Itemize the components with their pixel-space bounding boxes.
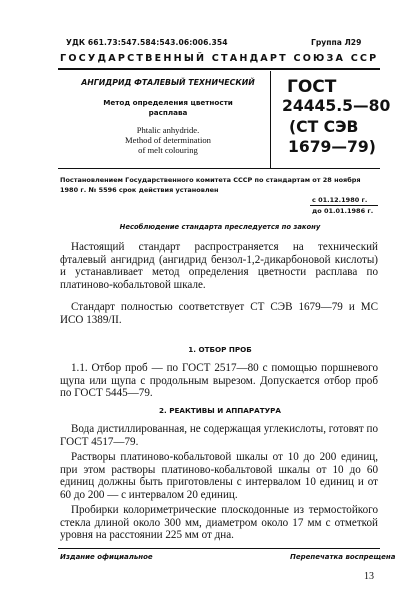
- title-en-line1: Phtalic anhydride.: [136, 125, 200, 135]
- effective-from: с 01.12.1980 г.: [312, 196, 368, 204]
- section-heading-sampling: 1. ОТБОР ПРОБ: [188, 345, 252, 354]
- sampling-paragraph: 1.1. Отбор проб — по ГОСТ 2517—80 с помощью поршневого щупа или щупа с продольным вырезом. Допускается отбор проб по ГОСТ 5445—79.: [60, 362, 378, 400]
- title-divider: [270, 71, 271, 168]
- state-standard-heading: ГОСУДАРСТВЕННЫЙ СТАНДАРТ СОЮЗА ССР: [60, 53, 379, 64]
- reprint-prohibited-label: Перепечатка воспрещена: [290, 553, 396, 561]
- scale-solutions-paragraph: Растворы платиново-кобальтовой шкалы от 10 до 200 единиц, при этом растворы платиново-кобальтовой шкалы от 10 до 60 единиц должны быть приготовлены с интервалом 10 единиц и от 60 до 200 — с интервалом 20 единиц.: [60, 451, 378, 501]
- subtitle-ru-line2: расплава: [148, 108, 188, 117]
- subtitle-ru-line1: Метод определения цветности: [103, 98, 233, 107]
- st-sev-line2: 1679—79): [288, 138, 376, 156]
- header-rule: [58, 68, 380, 70]
- water-paragraph: Вода дистиллированная, не содержащая углекислоты, готовят по ГОСТ 4517—79.: [60, 423, 378, 448]
- decree-line2: 1980 г. № 5596 срок действия установлен: [60, 186, 219, 194]
- title-en-line2: Method of determination: [125, 135, 211, 145]
- decree-line1: Постановлением Государственного комитета СССР по стандартам от 28 ноября: [60, 176, 361, 184]
- intro-paragraph: Настоящий стандарт распространяется на технический фталевый ангидрид (ангидрид бензол-1,2-дикарбоновой кислоты) и устанавливает метод определения цветности расплава по платиново-кобальтовой шкале.: [60, 241, 378, 291]
- title-en-line3: of melt colouring: [138, 145, 198, 155]
- section-heading-reagents: 2. РЕАКТИВЫ И АППАРАТУРА: [159, 406, 281, 415]
- footer-rule: [58, 548, 380, 549]
- effective-to: до 01.01.1986 г.: [312, 207, 374, 215]
- title-block-rule: [58, 168, 380, 169]
- udk-code: УДК 661.73:547.584:543.06:006.354: [66, 38, 228, 47]
- gost-number: 24445.5—80: [282, 97, 391, 115]
- official-edition-label: Издание официальное: [60, 553, 153, 561]
- effective-rule: [310, 205, 378, 206]
- gost-label: ГОСТ: [287, 77, 337, 97]
- compliance-paragraph: Стандарт полностью соответствует СТ СЭВ 1679—79 и МС ИСО 1389/II.: [60, 301, 378, 326]
- st-sev-line1: (СТ СЭВ: [289, 118, 359, 136]
- page-number: 13: [364, 571, 374, 582]
- law-notice: Несоблюдение стандарта преследуется по закону: [119, 223, 321, 231]
- title-ru: АНГИДРИД ФТАЛЕВЫЙ ТЕХНИЧЕСКИЙ: [81, 78, 255, 87]
- tubes-paragraph: Пробирки колориметрические плоскодонные из термостойкого стекла длиной около 300 мм, диаметром около 17 мм с отметкой уровня на расстоянии 225 мм от дна.: [60, 504, 378, 542]
- group-code: Группа Л29: [311, 38, 362, 47]
